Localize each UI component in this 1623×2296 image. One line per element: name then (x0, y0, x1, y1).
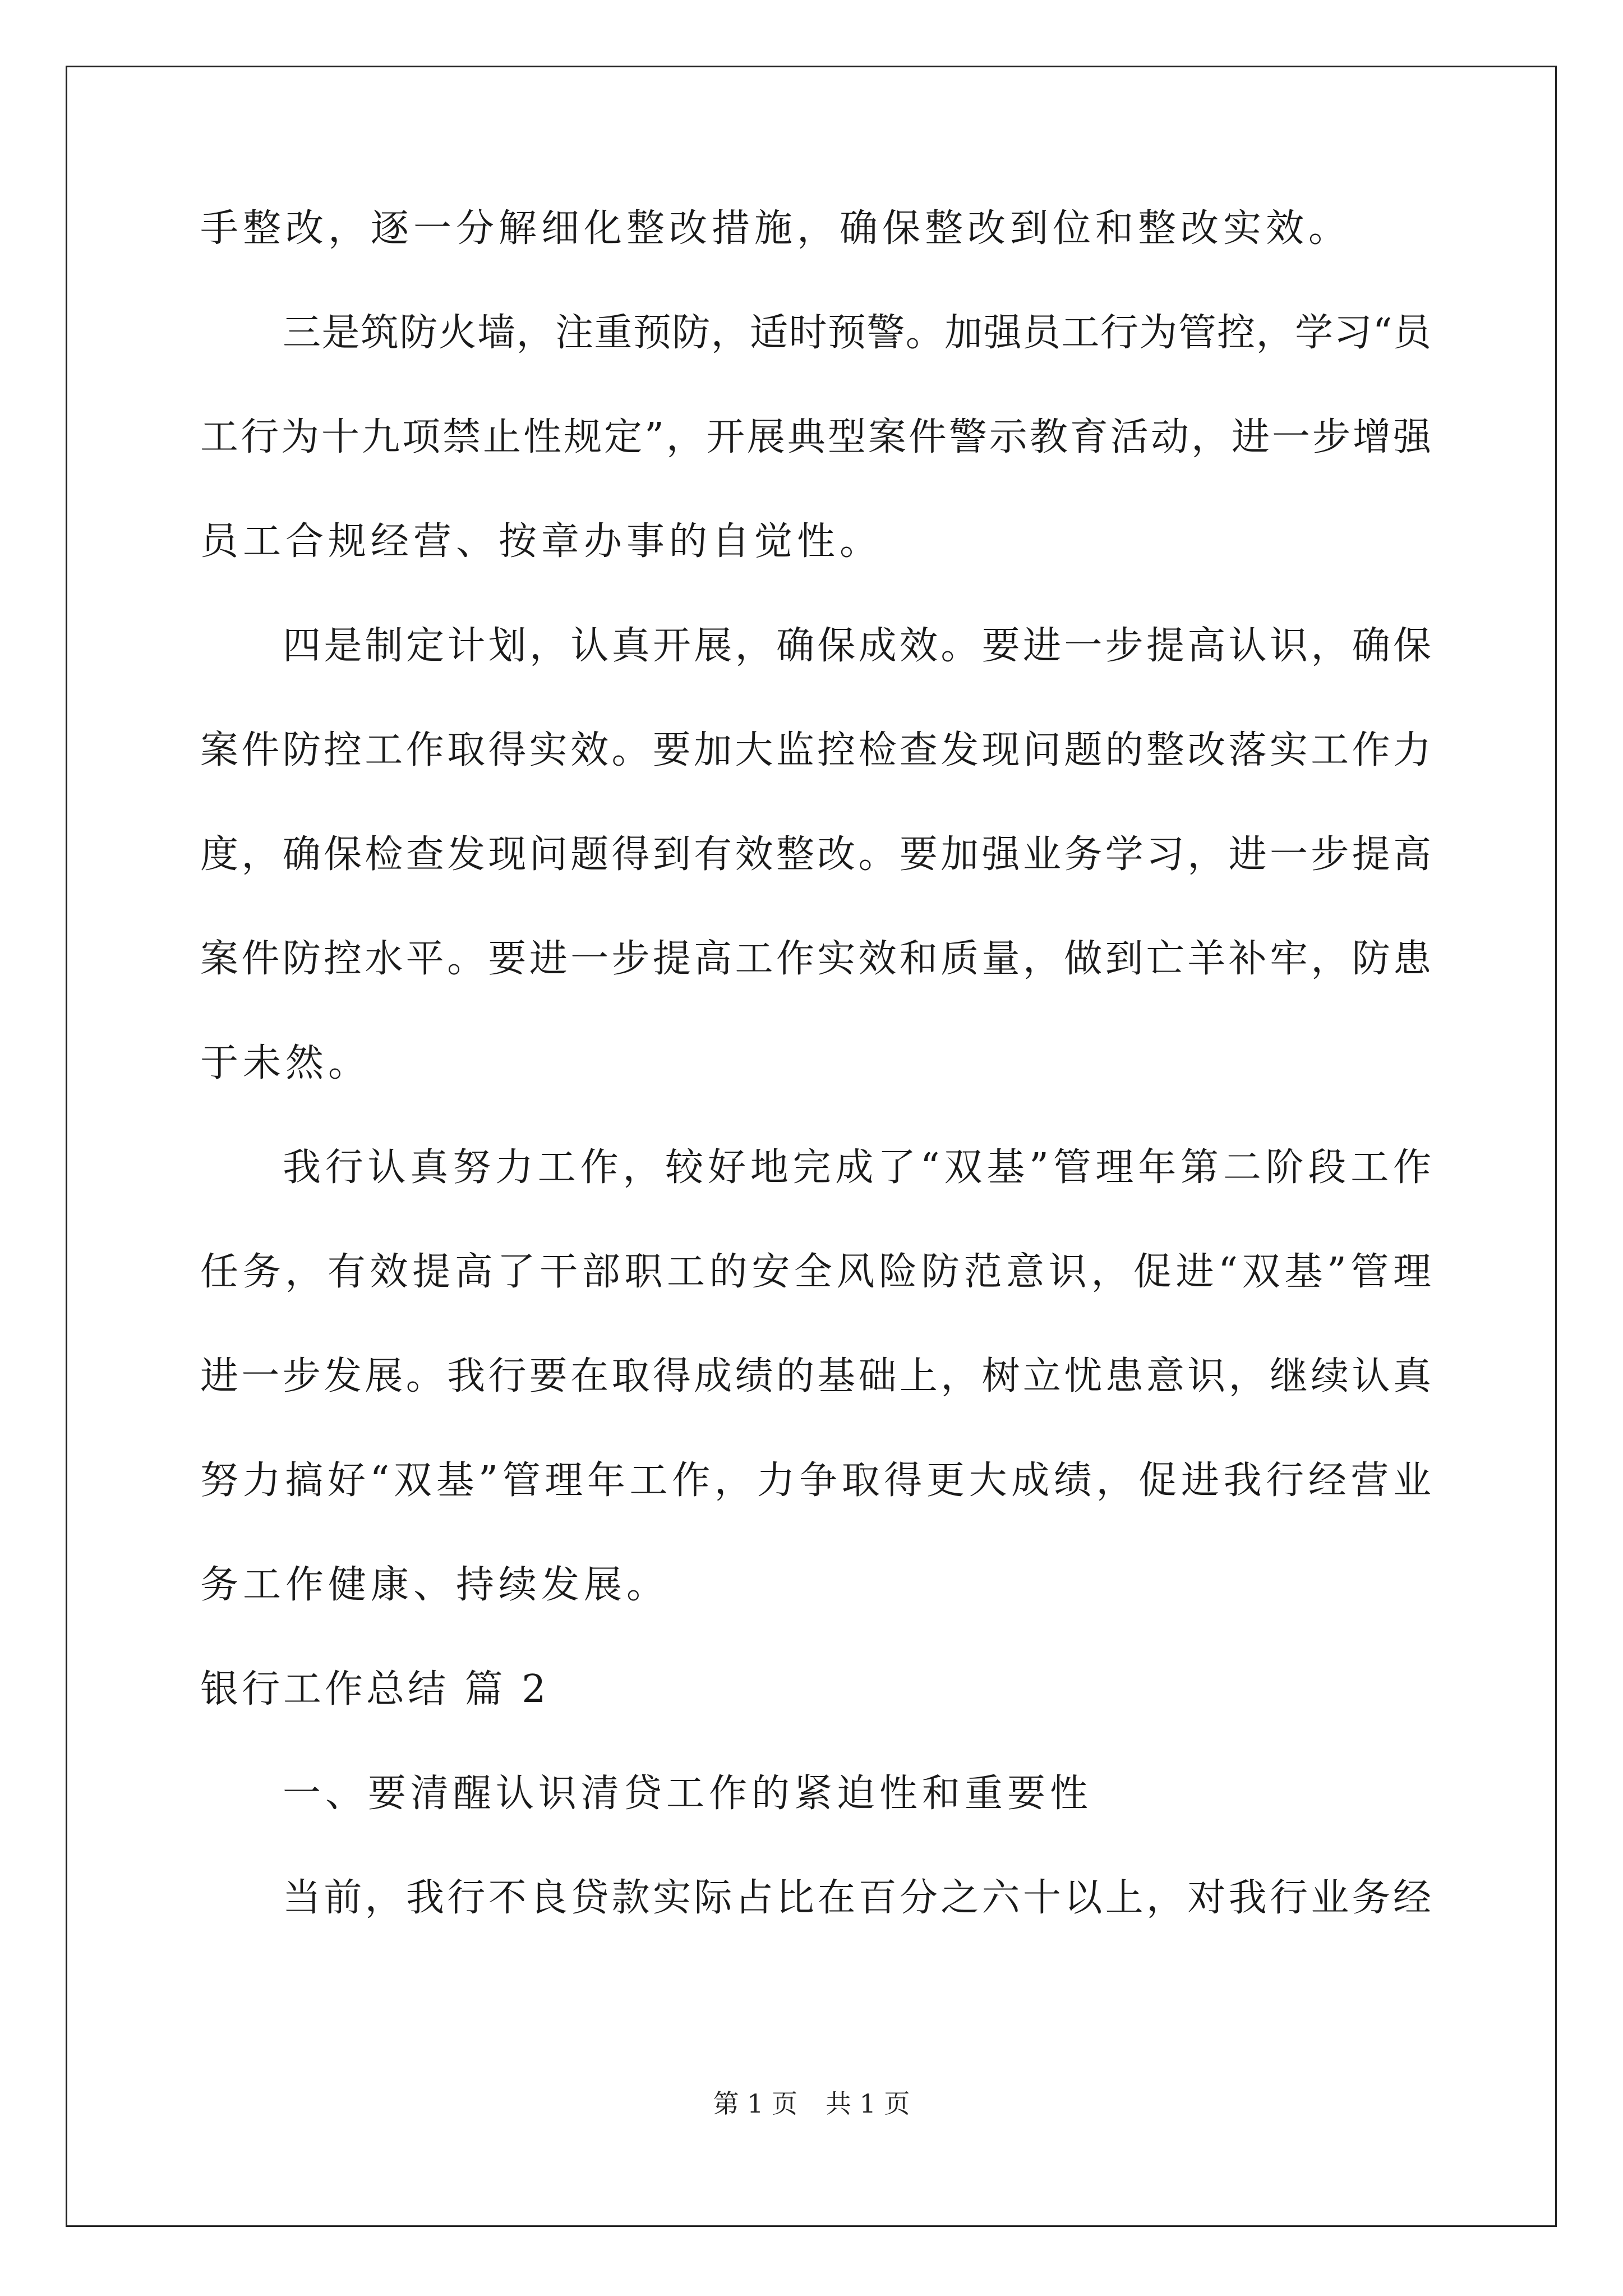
paragraph-line: 努力搞好“双基”管理年工作，力争取得更大成绩，促进我行经营业 (200, 1458, 1431, 1503)
paragraph-line: 务工作健康、持续发展。 (200, 1563, 670, 1607)
paragraph-line: 案件防控工作取得实效。要加大监控检查发现问题的整改落实工作力 (200, 728, 1431, 772)
paragraph-line: 于未然。 (200, 1041, 371, 1085)
paragraph-line: 度，确保检查发现问题得到有效整改。要加强业务学习，进一步提高 (200, 832, 1431, 877)
paragraph-line: 任务，有效提高了干部职工的安全风险防范意识，促进“双基”管理 (200, 1250, 1431, 1294)
subsection-heading: 一、要清醒认识清贷工作的紧迫性和重要性 (283, 1772, 1093, 1816)
page-total: 共 1 页 (826, 2088, 910, 2119)
paragraph-line: 工行为十九项禁止性规定”，开展典型案件警示教育活动，进一步增强 (200, 415, 1431, 459)
paragraph-line: 案件防控水平。要进一步提高工作实效和质量，做到亡羊补牢，防患 (200, 937, 1431, 981)
paragraph-line: 当前，我行不良贷款实际占比在百分之六十以上，对我行业务经 (283, 1876, 1431, 1920)
paragraph-line: 三是筑防火墙，注重预防，适时预警。加强员工行为管控，学习“员 (283, 311, 1431, 355)
paragraph-line: 四是制定计划，认真开展，确保成效。要进一步提高认识，确保 (283, 624, 1431, 668)
paragraph-line: 我行认真努力工作，较好地完成了“双基”管理年第二阶段工作 (283, 1145, 1431, 1190)
paragraph-line: 员工合规经营、按章办事的自觉性。 (200, 519, 883, 564)
section-heading: 银行工作总结 篇 2 (200, 1667, 550, 1711)
page-footer (0, 2087, 1623, 2120)
paragraph-line: 进一步发展。我行要在取得成绩的基础上，树立忧患意识，继续认真 (200, 1354, 1431, 1398)
text-line: 手整改，逐一分解细化整改措施，确保整改到位和整改实效。 (200, 206, 1352, 251)
page-number: 第 1 页 (713, 2088, 797, 2119)
